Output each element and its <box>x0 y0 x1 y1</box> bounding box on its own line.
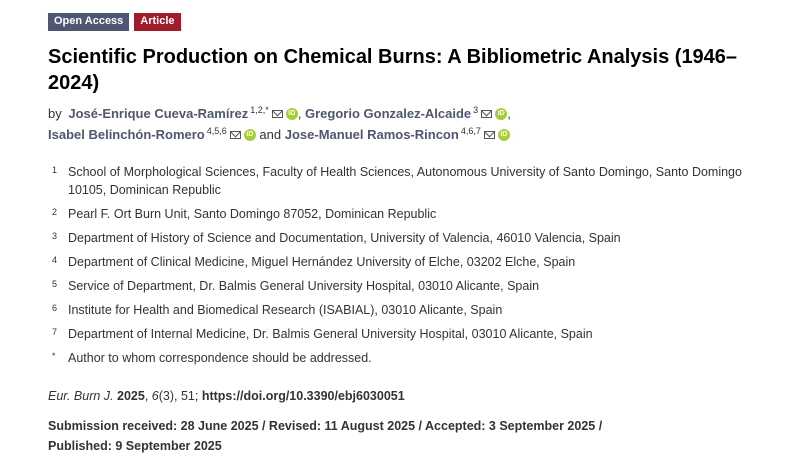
article-badges <box>48 13 181 31</box>
open-access-badge[interactable]: Open Access <box>48 13 129 31</box>
author-affiliations: 3 <box>473 104 479 115</box>
publication-dates: Submission received: 28 June 2025 / Revised: 11 August 2025 / Accepted: 3 September 2025 / Published: 9 September 2025 <box>48 419 603 453</box>
affiliation-number: 1 <box>52 165 58 175</box>
email-icon[interactable] <box>481 110 492 118</box>
affiliation-item <box>52 349 742 367</box>
and-label: and <box>259 127 282 142</box>
author-name[interactable]: José-Enrique Cueva-Ramírez <box>68 106 249 121</box>
affiliation-item <box>52 163 742 199</box>
author-separator: , <box>507 106 511 121</box>
affiliation-text: Department of Clinical Medicine, Miguel Hernández University of Elche, 03202 Elche, Spain <box>68 255 576 269</box>
author-name[interactable]: Isabel Belinchón-Romero <box>48 127 205 142</box>
orcid-icon[interactable]: iD <box>498 129 510 141</box>
affiliation-item <box>52 229 742 247</box>
email-icon[interactable] <box>272 110 283 118</box>
affiliation-item <box>52 277 742 295</box>
affiliation-number: 4 <box>52 255 58 265</box>
affiliation-text: Service of Department, Dr. Balmis General University Hospital, 03010 Alicante, Spain <box>68 279 540 293</box>
author-name[interactable]: Gregorio Gonzalez-Alcaide <box>305 106 472 121</box>
author-name[interactable]: Jose-Manuel Ramos-Rincon <box>284 127 459 142</box>
email-icon[interactable] <box>230 131 241 139</box>
affiliation-number: 2 <box>52 207 58 217</box>
affiliation-number: 7 <box>52 327 58 337</box>
affiliation-item <box>52 253 742 271</box>
citation-issue-page: (3), 51; <box>158 389 202 403</box>
citation: Eur. Burn J. 2025, 6(3), 51; https://doi.org/10.3390/ebj6030051 <box>48 389 405 403</box>
citation-year: 2025 <box>117 389 145 403</box>
journal-name: Eur. Burn J. <box>48 389 114 403</box>
by-label: by <box>48 106 62 121</box>
affiliation-number: 6 <box>52 303 58 313</box>
orcid-icon[interactable]: iD <box>495 108 507 120</box>
article-type-badge[interactable]: Article <box>134 13 180 31</box>
citation-volume: 6 <box>151 389 159 403</box>
article-title: Scientific Production on Chemical Burns: A Bibliometric Analysis (1946–2024) <box>48 46 738 94</box>
affiliation-item <box>52 301 742 319</box>
affiliation-item <box>52 205 742 223</box>
affiliation-text: Institute for Health and Biomedical Research (ISABIAL), 03010 Alicante, Spain <box>68 303 503 317</box>
affiliation-text: Author to whom correspondence should be addressed. <box>68 351 372 365</box>
author-affiliations: 4,6,7 <box>460 125 481 136</box>
affiliation-text: Department of Internal Medicine, Dr. Balmis General University Hospital, 03010 Alicante, Spain <box>68 327 593 341</box>
author-affiliations: 1,2,* <box>250 104 269 115</box>
affiliation-list <box>52 163 742 373</box>
affiliation-number: 5 <box>52 279 58 289</box>
orcid-icon[interactable]: iD <box>244 129 256 141</box>
doi-link[interactable]: https://doi.org/10.3390/ebj6030051 <box>201 389 405 403</box>
author-list <box>48 103 768 145</box>
affiliation-text: Pearl F. Ort Burn Unit, Santo Domingo 87052, Dominican Republic <box>68 207 437 221</box>
affiliation-text: Department of History of Science and Documentation, University of Valencia, 46010 Valencia, Spain <box>68 231 621 245</box>
orcid-icon[interactable]: iD <box>286 108 298 120</box>
affiliation-number: * <box>52 351 56 361</box>
email-icon[interactable] <box>484 131 495 139</box>
affiliation-text: School of Morphological Sciences, Faculty of Health Sciences, Autonomous University of Santo Domingo, Santo Domingo 10105, Dominican Republic <box>68 165 742 197</box>
affiliation-number: 3 <box>52 231 58 241</box>
author-affiliations: 4,5,6 <box>206 125 227 136</box>
affiliation-item <box>52 325 742 343</box>
author-separator: , <box>297 106 306 121</box>
